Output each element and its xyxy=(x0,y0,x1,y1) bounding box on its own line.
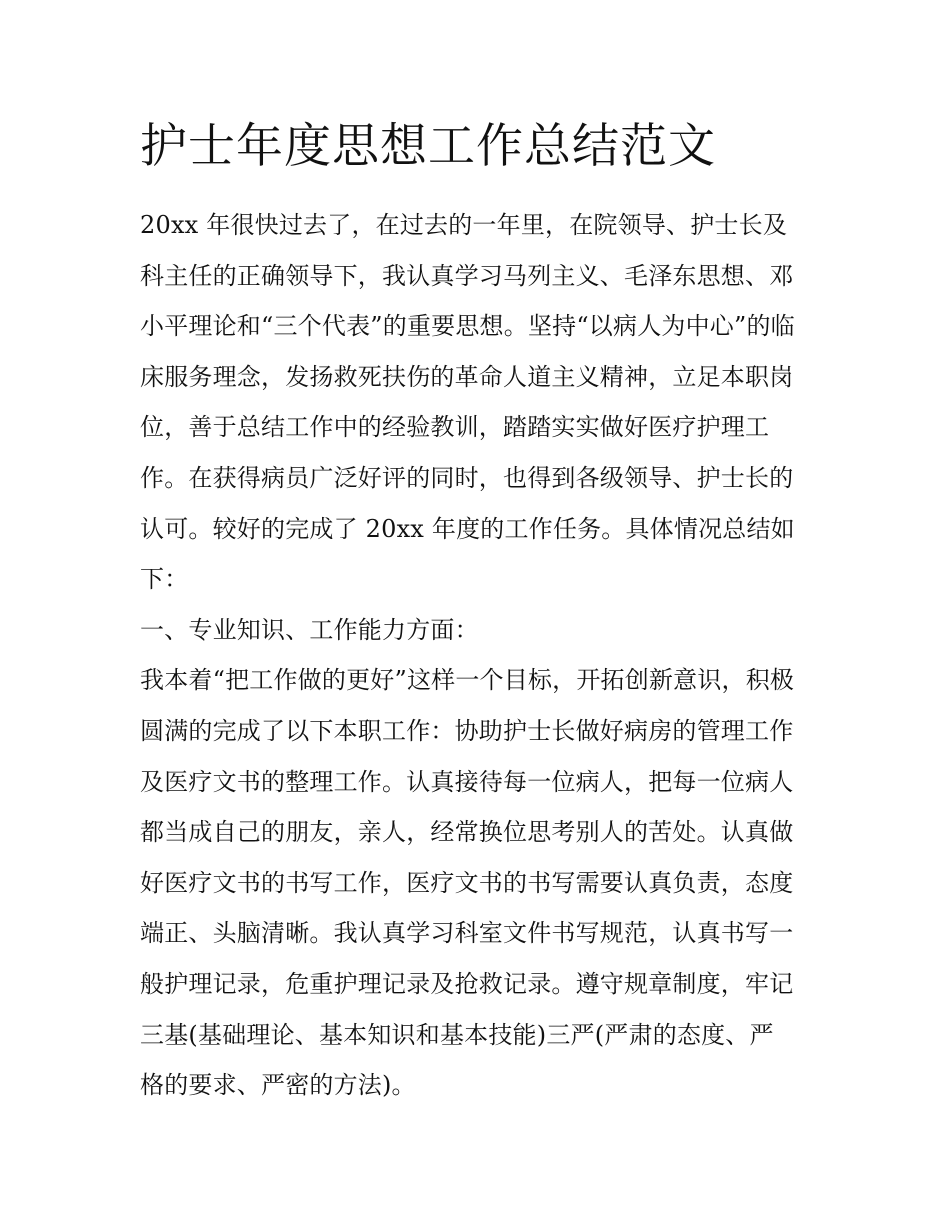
body-line: 小平理论和“三个代表”的重要思想。坚持“以病人为中心”的临 xyxy=(140,312,795,341)
body-line: 及医疗文书的整理工作。认真接待每一位病人，把每一位病人 xyxy=(140,767,794,796)
body-line: 认可。较好的完成了 20xx 年度的工作任务。具体情况总结如 xyxy=(140,514,795,543)
body-line: 下： xyxy=(140,565,189,594)
body-line: 科主任的正确领导下，我认真学习马列主义、毛泽东思想、邓 xyxy=(140,261,794,290)
body-line: 圆满的完成了以下本职工作：协助护士长做好病房的管理工作 xyxy=(140,716,794,745)
document-title: 护士年度思想工作总结范文 xyxy=(140,119,716,174)
body-line: 20xx 年很快过去了，在过去的一年里，在院领导、护士长及 xyxy=(140,211,788,239)
body-line: 床服务理念，发扬救死扶伤的革命人道主义精神，立足本职岗 xyxy=(140,362,794,391)
body-line: 位，善于总结工作中的经验教训，踏踏实实做好医疗护理工 xyxy=(140,413,770,442)
document-body xyxy=(140,200,815,1111)
body-line: 端正、头脑清晰。我认真学习科室文件书写规范，认真书写一 xyxy=(140,919,794,948)
body-line: 般护理记录，危重护理记录及抢救记录。遵守规章制度，牢记 xyxy=(140,969,794,998)
section-heading: 一、专业知识、工作能力方面： xyxy=(140,615,479,644)
body-line: 我本着“把工作做的更好”这样一个目标，开拓创新意识，积极 xyxy=(140,666,795,695)
body-line: 格的要求、严密的方法)。 xyxy=(140,1071,416,1100)
body-line: 好医疗文书的书写工作，医疗文书的书写需要认真负责，态度 xyxy=(140,868,794,897)
body-line: 作。在获得病员广泛好评的同时，也得到各级领导、护士长的 xyxy=(140,463,794,492)
body-line: 都当成自己的朋友，亲人，经常换位思考别人的苦处。认真做 xyxy=(140,818,794,847)
body-line: 三基(基础理论、基本知识和基本技能)三严(严肃的态度、严 xyxy=(140,1020,774,1049)
